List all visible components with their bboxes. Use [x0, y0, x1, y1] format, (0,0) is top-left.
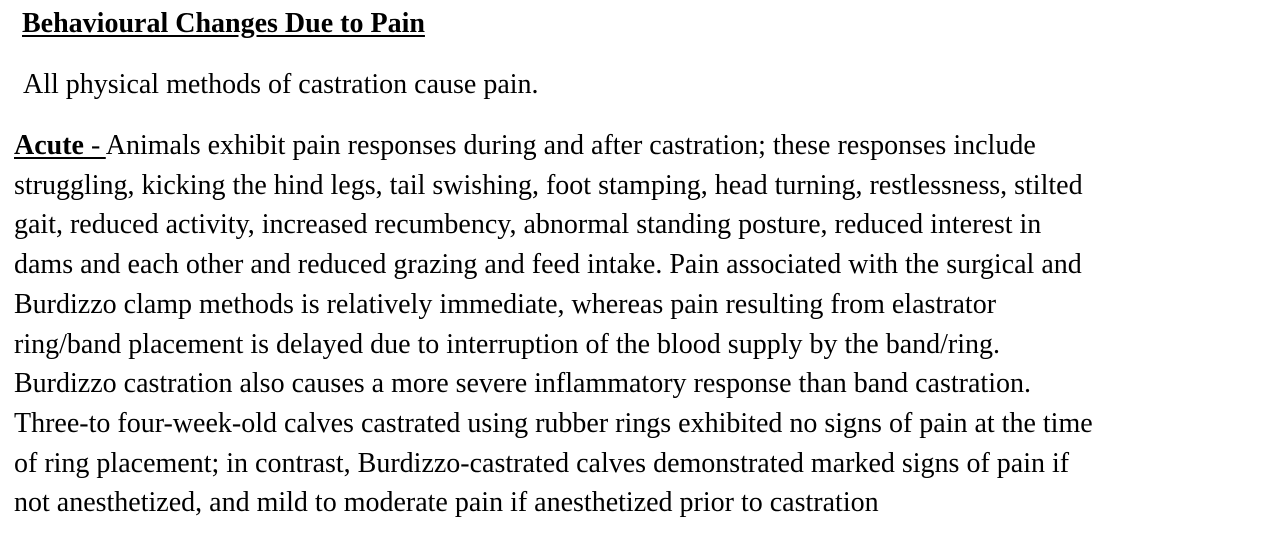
paragraph-line-text: Animals exhibit pain responses during and after castration; these responses include [105, 130, 1036, 161]
acute-paragraph [14, 126, 1254, 523]
paragraph-line: gait, reduced activity, increased recumbency, abnormal standing posture, reduced interest in [14, 209, 1042, 241]
document-heading: Behavioural Changes Due to Pain [22, 8, 425, 39]
paragraph-line: of ring placement; in contrast, Burdizzo-castrated calves demonstrated marked signs of pain if [14, 447, 1070, 479]
acute-label: Acute [14, 130, 84, 161]
paragraph-line: not anesthetized, and mild to moderate pain if anesthetized prior to castration [14, 487, 879, 519]
paragraph-line [14, 126, 1254, 166]
paragraph-line: ring/band placement is delayed due to interruption of the blood supply by the band/ring. [14, 328, 1001, 360]
paragraph-line: Burdizzo clamp methods is relatively immediate, whereas pain resulting from elastrator [14, 288, 997, 320]
paragraph-line: struggling, kicking the hind legs, tail swishing, foot stamping, head turning, restlessness, stilted [14, 169, 1083, 201]
intro-sentence: All physical methods of castration cause pain. [23, 69, 539, 100]
acute-dash: - [83, 130, 106, 161]
paragraph-line: Three-to four-week-old calves castrated using rubber rings exhibited no signs of pain at the time [14, 407, 1093, 439]
paragraph-line: Burdizzo castration also causes a more severe inflammatory response than band castration. [14, 368, 1031, 400]
paragraph-line: dams and each other and reduced grazing and feed intake. Pain associated with the surgical and [14, 249, 1082, 281]
